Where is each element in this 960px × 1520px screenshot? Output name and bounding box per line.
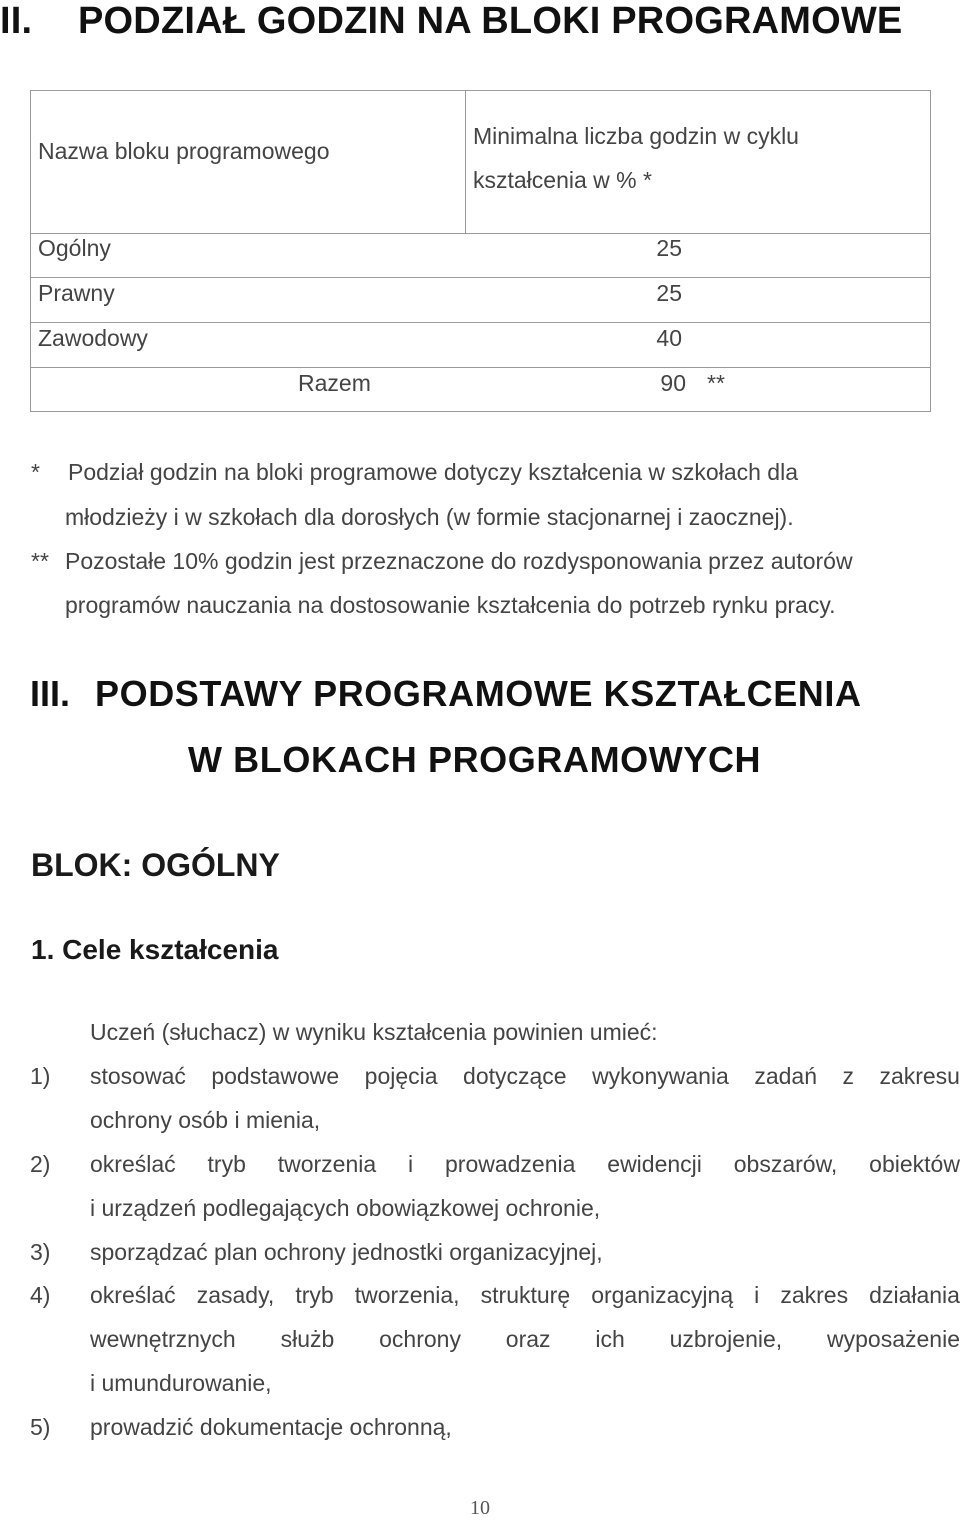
table-row-value: 40 — [656, 325, 682, 351]
word: tworzenia, — [354, 1282, 460, 1308]
list-item — [90, 1063, 960, 1090]
list-item-continuation: i urządzeń podlegających obowiązkowej ochronie, — [90, 1195, 601, 1221]
word: organizacyjną — [591, 1282, 734, 1308]
list-item-number: 5) — [30, 1414, 51, 1440]
word: wykonywania — [592, 1063, 729, 1089]
word: prowadzenia — [445, 1151, 576, 1177]
table-row-name: Ogólny — [38, 235, 111, 261]
word: określać — [90, 1151, 176, 1177]
list-item — [90, 1282, 960, 1309]
list-item: prowadzić dokumentacje ochronną, — [90, 1414, 452, 1440]
table-header-divider — [31, 233, 930, 234]
table-row-name: Zawodowy — [38, 325, 148, 351]
intro-text: Uczeń (słuchacz) w wyniku kształcenia powinien umieć: — [90, 1019, 658, 1045]
table-row-divider — [31, 277, 930, 278]
word: i — [408, 1151, 414, 1177]
word: podstawowe — [211, 1063, 340, 1089]
word: wyposażenie — [827, 1326, 960, 1352]
table-total-label: Razem — [298, 370, 371, 396]
word: obszarów, — [733, 1151, 838, 1177]
subsection-title: 1. Cele kształcenia — [31, 934, 279, 965]
block-title: BLOK: OGÓLNY — [31, 847, 280, 883]
table-total-value: 90 — [660, 370, 686, 396]
word: uzbrojenie, — [669, 1326, 783, 1352]
word: stosować — [90, 1063, 186, 1089]
word: tryb — [207, 1151, 246, 1177]
word: ochrony — [379, 1326, 461, 1352]
word: i — [754, 1282, 760, 1308]
word: strukturę — [480, 1282, 571, 1308]
word: zakres — [780, 1282, 849, 1308]
word: zasady, — [196, 1282, 275, 1308]
word: tryb — [295, 1282, 334, 1308]
word: służb — [280, 1326, 335, 1352]
table-row-divider — [31, 367, 930, 368]
footnote-text: Pozostałe 10% godzin jest przeznaczone do rozdysponowania przez autorów — [65, 548, 853, 574]
table-col-divider — [465, 91, 466, 233]
word: tworzenia — [277, 1151, 377, 1177]
section-title: PODZIAŁ GODZIN NA BLOKI PROGRAMOWE — [78, 0, 903, 42]
list-item: sporządzać plan ochrony jednostki organizacyjnej, — [90, 1239, 603, 1265]
word: dotyczące — [463, 1063, 567, 1089]
footnote-text: Podział godzin na bloki programowe dotyczy kształcenia w szkołach dla — [68, 459, 798, 485]
word: zakresu — [879, 1063, 960, 1089]
list-item — [90, 1151, 960, 1178]
table-row-divider — [31, 322, 930, 323]
word: oraz — [505, 1326, 551, 1352]
word: działania — [869, 1282, 960, 1308]
footnote-text: programów nauczania na dostosowanie kształcenia do potrzeb rynku pracy. — [65, 592, 836, 618]
list-item-continuation: i umundurowanie, — [90, 1370, 272, 1396]
footnote-text: młodzieży i w szkołach dla dorosłych (w formie stacjonarnej i zaocznej). — [65, 504, 794, 530]
list-item-number: 3) — [30, 1239, 51, 1265]
footnote-mark: * — [31, 459, 40, 485]
footnote-mark: ** — [31, 548, 49, 574]
word: zadań — [754, 1063, 817, 1089]
table-header-hours-line2: kształcenia w % * — [473, 167, 652, 193]
word: wewnętrznych — [90, 1326, 236, 1352]
list-item-number: 2) — [30, 1151, 51, 1177]
word: pojęcia — [364, 1063, 438, 1089]
table-total-mark: ** — [707, 370, 725, 396]
word: z — [842, 1063, 854, 1089]
word: określać — [90, 1282, 176, 1308]
list-item-continuation: ochrony osób i mienia, — [90, 1107, 321, 1133]
table-header-name: Nazwa bloku programowego — [38, 138, 330, 164]
table-row-value: 25 — [656, 280, 682, 306]
hours-table — [30, 90, 931, 412]
section-title: PODSTAWY PROGRAMOWE KSZTAŁCENIA — [95, 673, 862, 714]
section-title: W BLOKACH PROGRAMOWYCH — [188, 739, 762, 780]
word: ewidencji — [607, 1151, 702, 1177]
table-row-name: Prawny — [38, 280, 115, 306]
list-item-continuation — [90, 1326, 960, 1353]
table-header-hours-line1: Minimalna liczba godzin w cyklu — [473, 123, 799, 149]
word: obiektów — [869, 1151, 960, 1177]
page-number: 10 — [470, 1497, 490, 1519]
section-number: III. — [30, 673, 71, 714]
list-item-number: 1) — [30, 1063, 51, 1089]
word: ich — [595, 1326, 625, 1352]
table-row-value: 25 — [656, 235, 682, 261]
section-number: II. — [0, 0, 33, 42]
list-item-number: 4) — [30, 1282, 51, 1308]
